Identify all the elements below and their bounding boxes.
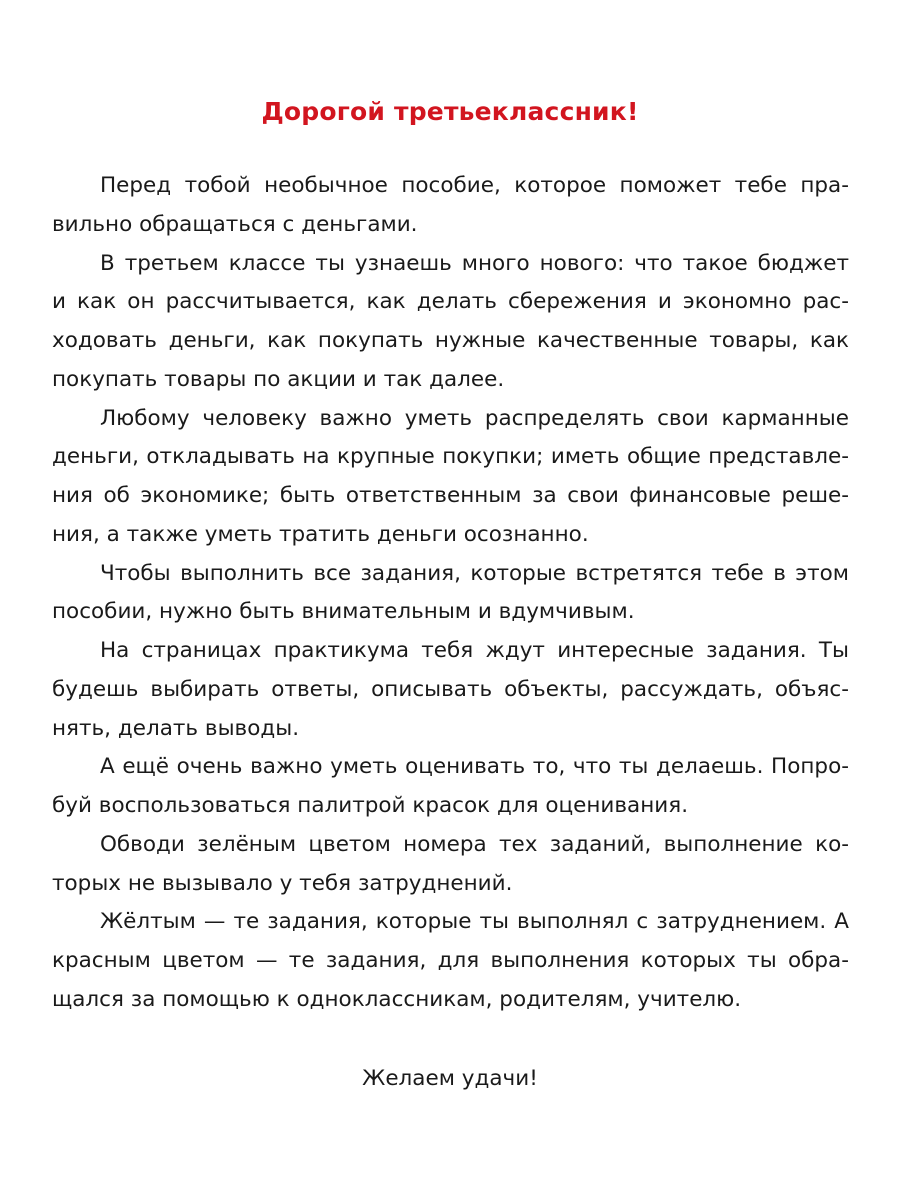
text-line: буй воспользоваться палитрой красок для оценивания. — [52, 793, 689, 818]
text-line: нять, делать выводы. — [52, 715, 300, 741]
paragraph — [52, 400, 849, 555]
text-line: щался за помощью к одноклассникам, родителям, учителю. — [52, 986, 742, 1012]
text-line: вильно обращаться с деньгами. — [52, 211, 418, 237]
closing-line: Желаем удачи! — [362, 1066, 538, 1091]
text-line: и как он рассчитывается, как делать сбережения и экономно рас- — [52, 289, 849, 315]
text-line: красным цветом — те задания, для выполнения которых ты обра- — [52, 948, 849, 973]
paragraph — [52, 167, 849, 245]
text-line: Обводи зелёным цветом номера тех заданий, выполнение ко- — [100, 831, 849, 857]
text-line: ния об экономике; быть ответственным за свои финансовые реше- — [52, 483, 849, 508]
text-line: Любому человеку важно уметь распределять свои карманные — [100, 405, 849, 431]
paragraph — [52, 245, 849, 400]
paragraph — [52, 903, 849, 1019]
text-line: В третьем классе ты узнаешь много нового: что такое бюджет — [100, 250, 849, 276]
text-line: Жёлтым — те задания, которые ты выполнял с затруднением. А — [100, 909, 849, 935]
paragraph — [52, 748, 849, 826]
text-line: ходовать деньги, как покупать нужные качественные товары, как — [52, 328, 849, 353]
text-line: покупать товары по акции и так далее. — [52, 366, 505, 392]
paragraph — [52, 555, 849, 633]
text-line: деньги, откладывать на крупные покупки; иметь общие представле- — [52, 444, 849, 470]
text-line: А ещё очень важно уметь оценивать то, что ты делаешь. Попро- — [100, 754, 849, 780]
text-line: На страницах практикума тебя ждут интересные задания. Ты — [100, 638, 849, 663]
text-line: торых не вызывало у тебя затруднений. — [52, 870, 513, 896]
text-line: будешь выбирать ответы, описывать объекты, рассуждать, объяс- — [52, 676, 849, 702]
paragraph — [52, 826, 849, 904]
body-text — [52, 167, 849, 1020]
text-line: Перед тобой необычное пособие, которое поможет тебе пра- — [100, 173, 849, 198]
text-line: ния, а также уметь тратить деньги осознанно. — [52, 521, 589, 547]
text-line: пособии, нужно быть внимательным и вдумчивым. — [52, 599, 635, 625]
text-line: Чтобы выполнить все задания, которые встретятся тебе в этом — [100, 560, 849, 586]
page-title: Дорогой третьеклассник! — [261, 97, 639, 126]
paragraph — [52, 632, 849, 748]
